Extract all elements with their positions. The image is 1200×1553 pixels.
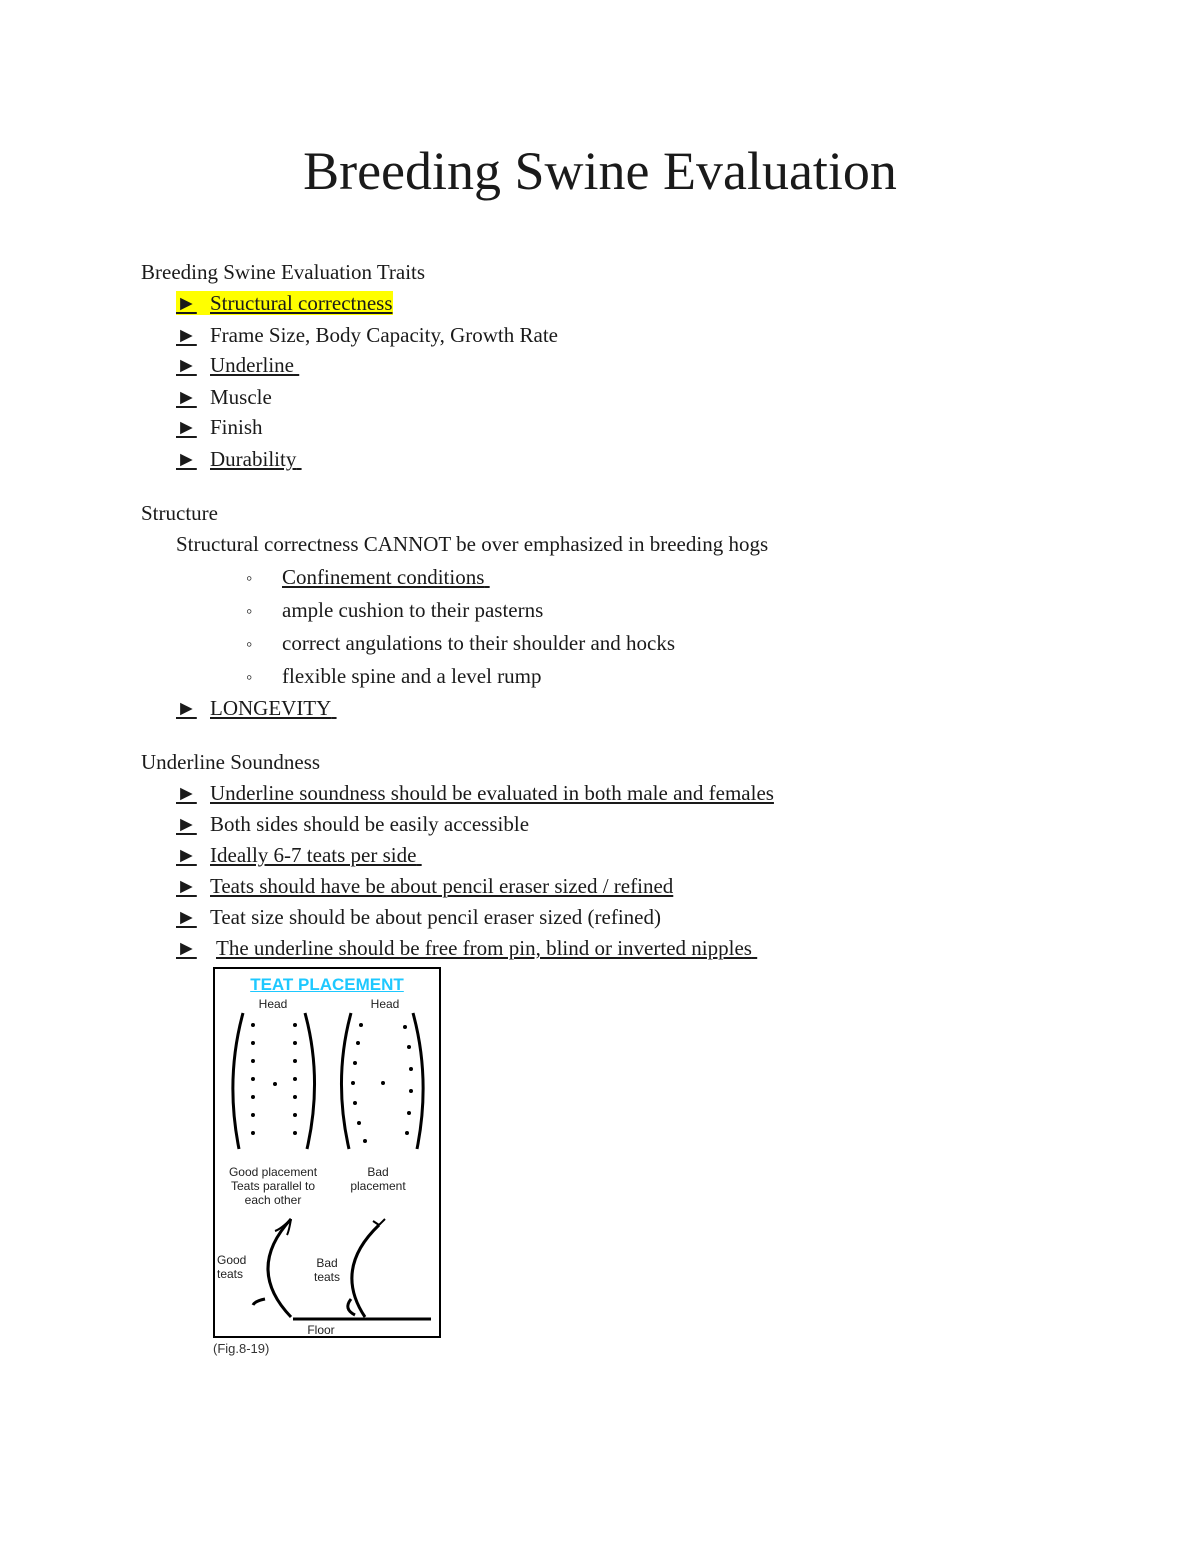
underline-item: ► Teats should have be about pencil eraser sized / refined (176, 874, 674, 898)
bad-placement-label: Bad placement (350, 1165, 406, 1193)
trait-item: ► Frame Size, Body Capacity, Growth Rate (176, 323, 558, 347)
traits-heading: Breeding Swine Evaluation Traits (141, 260, 426, 284)
underline-item: ► The underline should be free from pin, blind or inverted nipples (176, 936, 752, 960)
structure-point: ◦ flexible spine and a level rump (246, 664, 542, 688)
circle-bullet-icon: ◦ (246, 568, 253, 588)
longevity-item: ► LONGEVITY (176, 696, 332, 720)
bullet-arrow-icon: ► (176, 353, 197, 377)
trait-item: ► Structural correctness (176, 291, 393, 315)
trait-item: ► Underline (176, 353, 294, 377)
page-title: Breeding Swine Evaluation (303, 141, 897, 201)
underline-heading: Underline Soundness (141, 750, 321, 774)
structure-point: ◦ ample cushion to their pasterns (246, 598, 544, 622)
bullet-arrow-icon: ► (176, 447, 197, 471)
bullet-arrow-icon: ► (176, 936, 197, 960)
figure-caption: (Fig.8-19) (213, 1341, 270, 1356)
good-teats-label: Good teats (217, 1253, 247, 1281)
bullet-arrow-icon: ► (176, 415, 197, 439)
teat-placement-figure (213, 967, 441, 1338)
bullet-arrow-icon: ► (176, 696, 197, 720)
trait-item: ► Muscle (176, 385, 272, 409)
good-placement-label: Good placement Teats parallel to each other (228, 1165, 318, 1207)
structure-heading: Structure (141, 501, 218, 525)
head-label-right: Head (370, 997, 400, 1011)
underline-item: ► Ideally 6-7 teats per side (176, 843, 417, 867)
structure-intro: Structural correctness CANNOT be over emphasized in breeding hogs (176, 532, 769, 556)
bullet-arrow-icon: ► (176, 905, 197, 929)
bullet-arrow-icon: ► (176, 874, 197, 898)
circle-bullet-icon: ◦ (246, 667, 253, 687)
bullet-arrow-icon: ► (176, 812, 197, 836)
floor-label: Floor (307, 1323, 335, 1337)
bullet-arrow-icon: ► (176, 843, 197, 867)
underline-item: ► Both sides should be easily accessible (176, 812, 530, 836)
bullet-arrow-icon: ► (176, 323, 197, 347)
bullet-arrow-icon: ► (176, 781, 197, 805)
bullet-arrow-icon: ► (176, 385, 197, 409)
head-label-left: Head (258, 997, 288, 1011)
circle-bullet-icon: ◦ (246, 601, 253, 621)
structure-point: ◦ correct angulations to their shoulder and hocks (246, 631, 676, 655)
structure-point: ◦ Confinement conditions (246, 565, 485, 589)
underline-item: ► Teat size should be about pencil eraser sized (refined) (176, 905, 661, 929)
underline-item: ► Underline soundness should be evaluated in both male and females (176, 781, 774, 805)
trait-item: ► Finish (176, 415, 263, 439)
figure-title: TEAT PLACEMENT (250, 975, 404, 994)
trait-item: ► Durability (176, 447, 297, 471)
bad-teats-label: Bad teats (313, 1256, 340, 1284)
circle-bullet-icon: ◦ (246, 634, 253, 654)
bullet-arrow-icon: ► (176, 291, 197, 315)
